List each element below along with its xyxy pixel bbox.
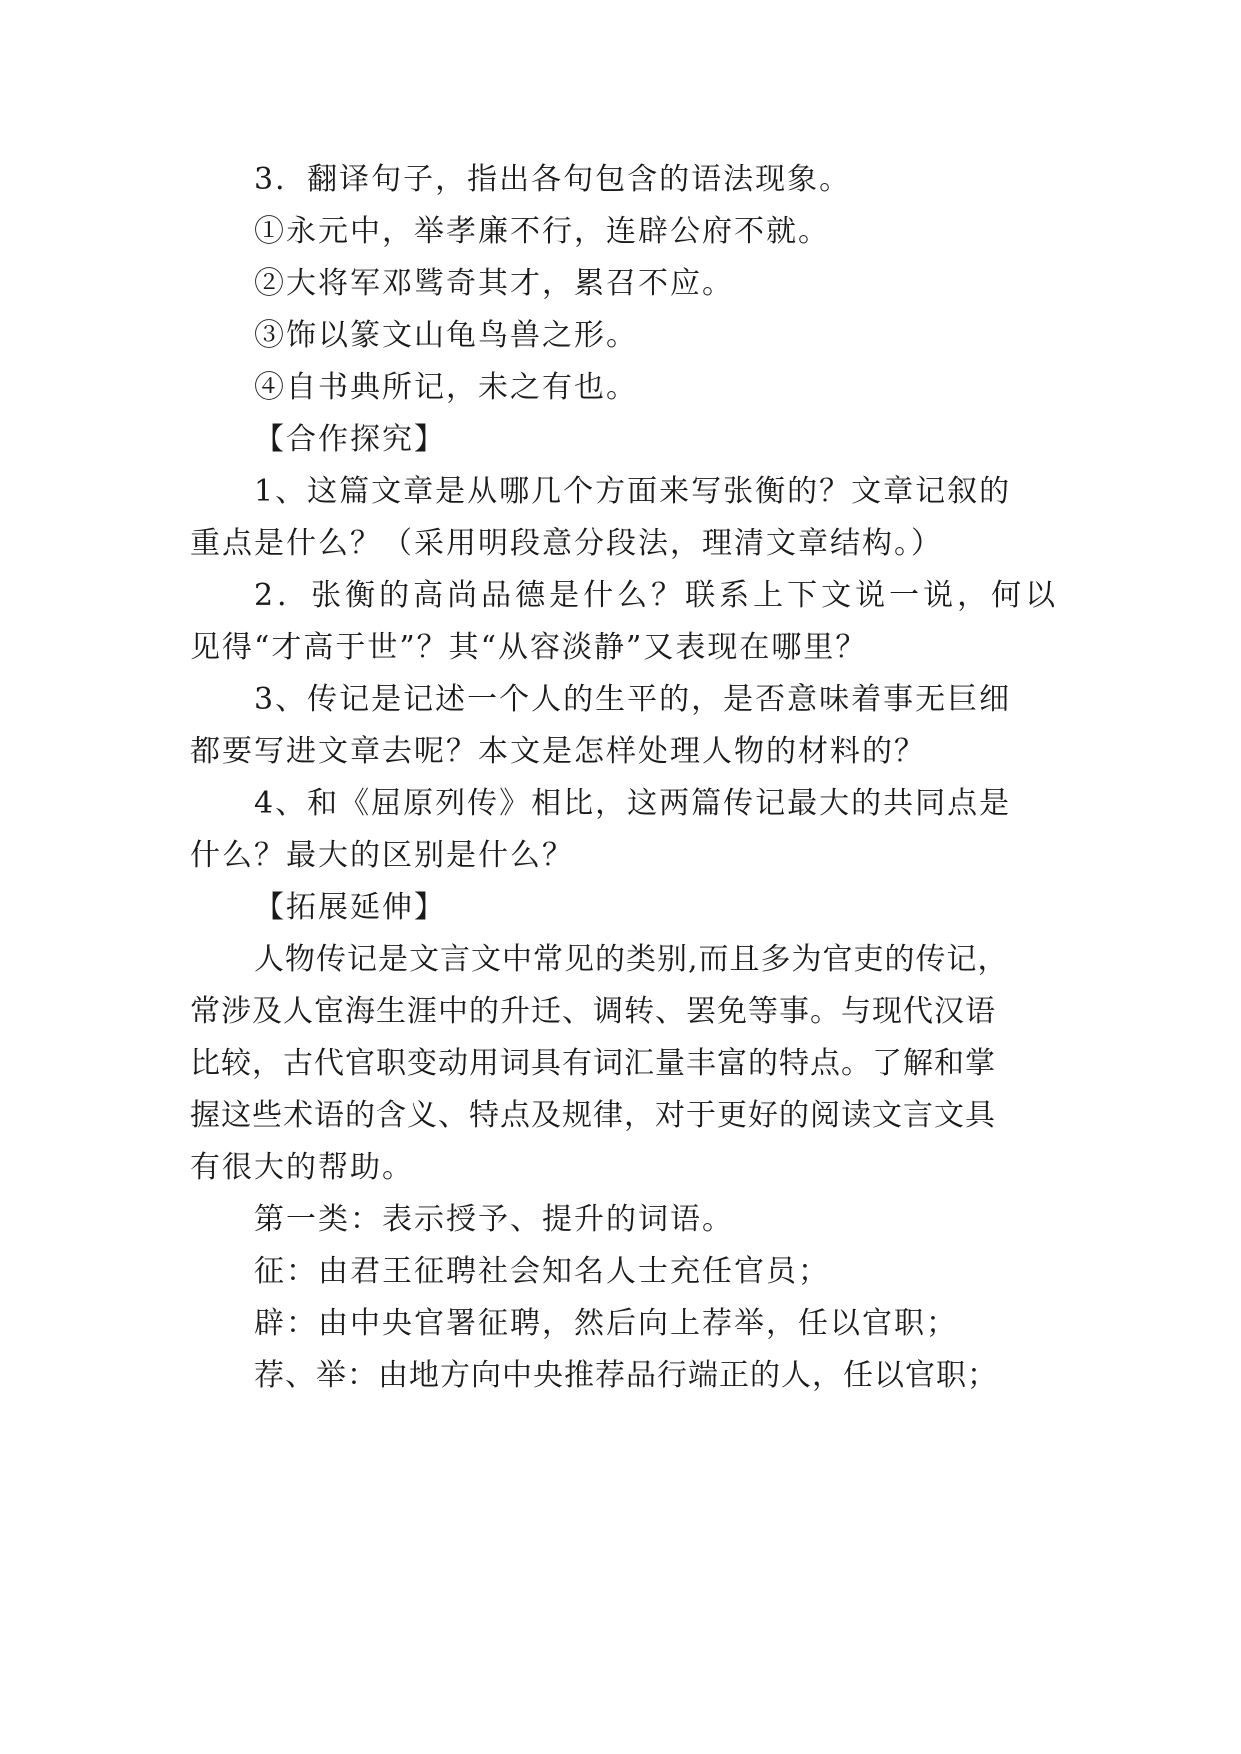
sentence-1: ①永元中，举孝廉不行，连辟公府不就。: [254, 214, 830, 249]
discussion-2-line-2: 见得“才高于世”？其“从容淡静”又表现在哪里？: [190, 630, 868, 665]
discussion-1-line-1: 1、这篇文章是从哪几个方面来写张衡的？文章记叙的: [254, 474, 1012, 509]
sentence-3: ③饰以篆文山龟鸟兽之形。: [254, 318, 638, 353]
extension-paragraph-line-3: 比较，古代官职变动用词具有词汇量丰富的特点。了解和掌: [190, 1046, 996, 1081]
term-jian-ju: 荐、举：由地方向中央推荐品行端正的人，任以官职；: [254, 1358, 998, 1393]
extension-paragraph-line-1: 人物传记是文言文中常见的类别,而且多为官吏的传记，: [254, 942, 1009, 977]
discussion-4-line-2: 什么？最大的区别是什么？: [190, 838, 574, 873]
sentence-2: ②大将军邓骘奇其才，累召不应。: [254, 266, 734, 301]
discussion-3-line-1: 3、传记是记述一个人的生平的，是否意味着事无巨细: [254, 682, 1012, 717]
discussion-3-line-2: 都要写进文章去呢？本文是怎样处理人物的材料的？: [190, 734, 926, 769]
extension-paragraph-line-2: 常涉及人宦海生涯中的升迁、调转、罢免等事。与现代汉语: [190, 994, 996, 1029]
extension-paragraph-line-5: 有很大的帮助。: [190, 1150, 414, 1185]
question-3-heading: 3．翻译句子，指出各句包含的语法现象。: [254, 162, 852, 197]
discussion-2-line-1: 2．张衡的高尚品德是什么？联系上下文说一说，何以: [254, 578, 1060, 613]
term-zheng: 征：由君王征聘社会知名人士充任官员；: [254, 1254, 830, 1289]
section-heading-cooperation: 【合作探究】: [254, 422, 446, 457]
term-bi: 辟：由中央官署征聘，然后向上荐举，任以官职；: [254, 1306, 958, 1341]
discussion-4-line-1: 4、和《屈原列传》相比，这两篇传记最大的共同点是: [254, 786, 1012, 821]
category-1-heading: 第一类：表示授予、提升的词语。: [254, 1202, 734, 1237]
sentence-4: ④自书典所记，未之有也。: [254, 370, 638, 405]
extension-paragraph-line-4: 握这些术语的含义、特点及规律，对于更好的阅读文言文具: [190, 1098, 996, 1133]
discussion-1-line-2: 重点是什么？（采用明段意分段法，理清文章结构。）: [190, 526, 943, 561]
section-heading-extension: 【拓展延伸】: [254, 890, 446, 925]
